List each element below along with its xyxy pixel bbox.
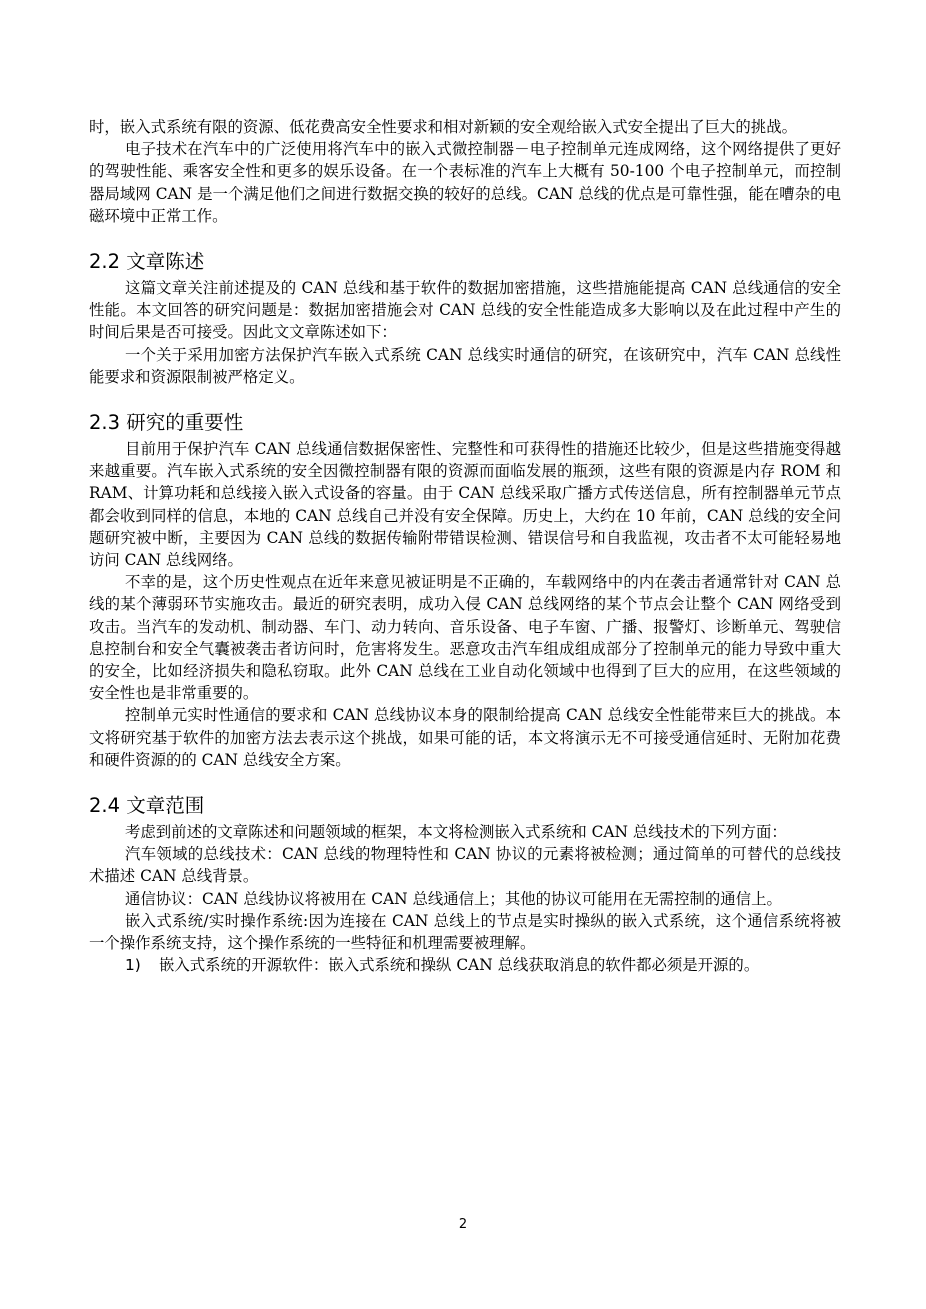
section-2-2-paragraph-1: 这篇文章关注前述提及的 CAN 总线和基于软件的数据加密措施，这些措施能提高 CAN 总线通信的安全性能。本文回答的研究问题是：数据加密措施会对 CAN 总线的安全性能造成多大影响以及在此过程中产生的时间后果是否可接受。因此文文章陈述如下： (89, 279, 841, 342)
section-2-2-paragraph-2: 一个关于采用加密方法保护汽车嵌入式系统 CAN 总线实时通信的研究，在该研究中，汽车 CAN 总线性能要求和资源限制被严格定义。 (89, 345, 841, 386)
page-content (89, 116, 841, 977)
section-2-4-paragraph-4: 嵌入式系统/实时操作系统:因为连接在 CAN 总线上的节点是实时操纵的嵌入式系统，这个通信系统将被一个操作系统支持，这个操作系统的一些特征和机理需要被理解。 (89, 911, 841, 953)
intro-paragraph-1: 时，嵌入式系统有限的资源、低花费高安全性要求和相对新颖的安全观给嵌入式安全提出了巨大的挑战。 (89, 118, 797, 136)
section-heading-2-2: 2.2 文章陈述 (89, 250, 205, 274)
section-heading-2-3: 2.3 研究的重要性 (89, 411, 244, 435)
intro-paragraph-2: 电子技术在汽车中的广泛使用将汽车中的嵌入式微控制器－电子控制单元连成网络，这个网络提供了更好的驾驶性能、乘客安全性和更多的娱乐设备。在一个表标准的汽车上大概有 50-100 个电子控制单元，而控制器局域网 CAN 是一个满足他们之间进行数据交换的较好的总线。CAN 总线的优点是可靠性强，能在嘈杂的电磁环境中正常工作。 (89, 140, 841, 225)
section-2-3-paragraph-2: 不幸的是，这个历史性观点在近年来意见被证明是不正确的，车载网络中的内在袭击者通常针对 CAN 总线的某个薄弱环节实施攻击。最近的研究表明，成功入侵 CAN 总线网络的某个节点会让整个 CAN 网络受到攻击。当汽车的发动机、制动器、车门、动力转向、音乐设备、电子车窗、广播、报警灯、诊断单元、驾驶信息控制台和安全气囊被袭击者访问时，危害将发生。恶意攻击汽车组成组成部分了控制单元的能力导致中重大的安全，比如经济损失和隐私窃取。此外 CAN 总线在工业自动化领域中也得到了巨大的应用，在这些领域的安全性也是非常重要的。 (89, 573, 841, 703)
section-2-4-paragraph-2: 汽车领域的总线技术：CAN 总线的物理特性和 CAN 协议的元素将被检测；通过简单的可替代的总线技术描述 CAN 总线背景。 (89, 845, 841, 886)
section-2-3-paragraph-3: 控制单元实时性通信的要求和 CAN 总线协议本身的限制给提高 CAN 总线安全性能带来巨大的挑战。本文将研究基于软件的加密方法去表示这个挑战，如果可能的话，本文将演示无不可接受通信延时、无附加花费和硬件资源的的 CAN 总线安全方案。 (89, 706, 841, 769)
section-2-4-paragraph-3: 通信协议：CAN 总线协议将被用在 CAN 总线通信上；其他的协议可能用在无需控制的通信上。 (125, 889, 782, 908)
section-heading-2-4: 2.4 文章范围 (89, 794, 205, 818)
page-number: 2 (458, 1217, 468, 1232)
section-2-3-paragraph-1: 目前用于保护汽车 CAN 总线通信数据保密性、完整性和可获得性的措施还比较少，但是这些措施变得越来越重要。汽车嵌入式系统的安全因微控制器有限的资源而面临发展的瓶颈，这些有限的资源是内存 ROM 和 RAM、计算功耗和总线接入嵌入式设备的容量。由于 CAN 总线采取广播方式传送信息，所有控制器单元节点都会收到同样的信息，本地的 CAN 总线自己并没有安全保障。历史上，大约在 10 年前，CAN 总线的安全问题研究被中断，主要因为 CAN 总线的数据传输附带错误检测、错误信号和自我监视，攻击者不太可能轻易地访问 CAN 总线网络。 (89, 440, 841, 570)
list-item-number: 1) (125, 956, 141, 975)
section-2-4-paragraph-1: 考虑到前述的文章陈述和问题领域的框架，本文将检测嵌入式系统和 CAN 总线技术的下列方面： (125, 823, 787, 842)
list-item (125, 954, 841, 976)
list-item-text: 嵌入式系统的开源软件：嵌入式系统和操纵 CAN 总线获取消息的软件都必须是开源的。 (159, 956, 760, 975)
